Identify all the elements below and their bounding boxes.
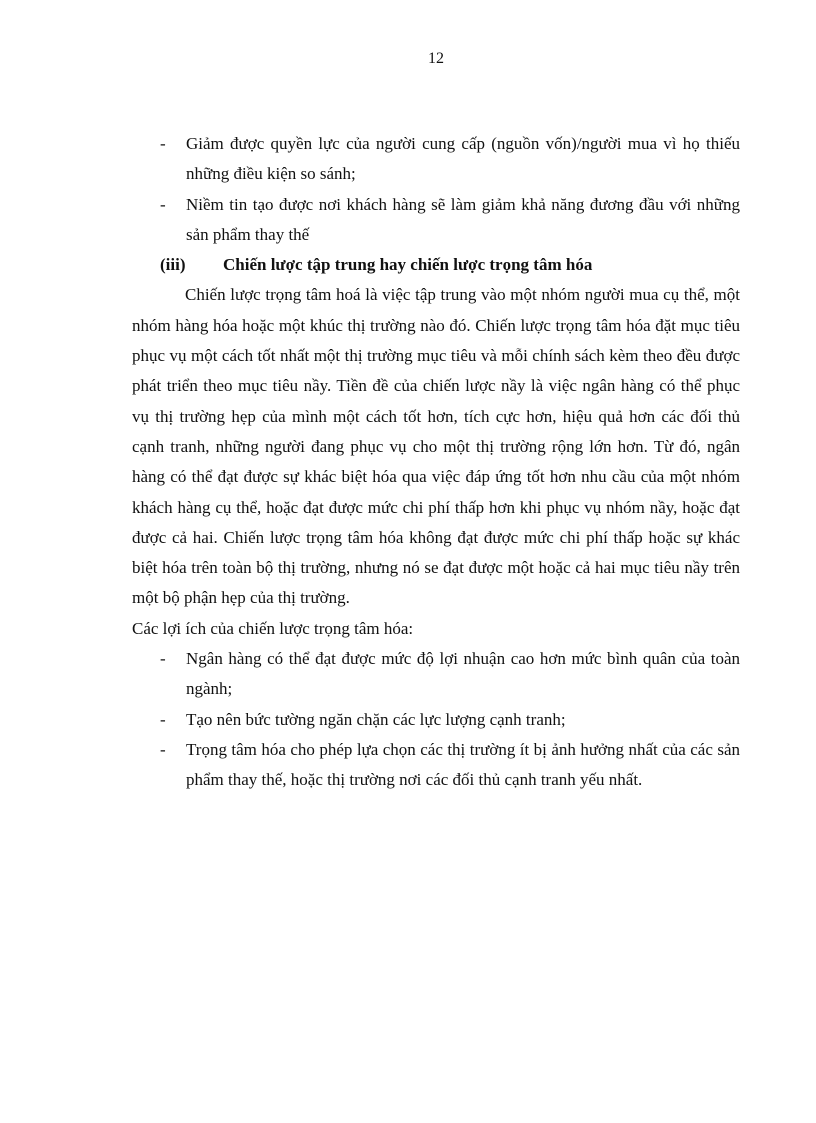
bullet-dash: - [160, 194, 166, 214]
list-item-text: Ngân hàng có thể đạt được mức độ lợi nhuận cao hơn mức bình quân của toàn ngành; [186, 649, 740, 699]
list-item-text: Giảm được quyền lực của người cung cấp (nguồn vốn)/người mua vì họ thiếu những điều kiện so sánh; [186, 134, 740, 184]
bullet-dash: - [160, 649, 166, 669]
list-item-text: Tạo nên bức tường ngăn chặn các lực lượng cạnh tranh; [186, 709, 566, 729]
benefits-intro: Các lợi ích của chiến lược trọng tâm hóa: [132, 618, 414, 638]
section-number: (iii) [160, 255, 186, 275]
bullet-dash: - [160, 709, 166, 729]
list-item [132, 705, 740, 735]
list-item-text: Trọng tâm hóa cho phép lựa chọn các thị trường ít bị ảnh hưởng nhất của các sản phẩm thay thế, hoặc thị trường nơi các đối thủ cạnh tranh yếu nhất. [186, 739, 740, 790]
page-number: 12 [428, 50, 444, 67]
bullet-dash: - [160, 134, 166, 153]
document-body [132, 129, 740, 796]
list-item-text: Niềm tin tạo được nơi khách hàng sẽ làm giảm khả năng đương đầu với những sản phẩm thay thế [186, 194, 740, 244]
section-heading [132, 250, 740, 280]
bullet-dash: - [160, 739, 166, 759]
list-item [132, 735, 740, 796]
section-title: Chiến lược tập trung hay chiến lược trọng tâm hóa [223, 255, 593, 275]
list-item [132, 644, 740, 705]
list-item [132, 190, 740, 251]
list-item [132, 129, 740, 190]
body-paragraph: Chiến lược trọng tâm hoá là việc tập trung vào một nhóm người mua cụ thể, một nhóm hàng hóa hoặc một khúc thị trường nào đó. Chiến lược trọng tâm hóa đặt mục tiêu phục vụ một cách tốt nhất một thị trường mục tiêu và mỗi chính sách kèm theo đều được phát triển theo mục tiêu nầy. Tiền đề của chiến lược nầy là việc ngân hàng có thể phục vụ thị trường hẹp của mình một cách tốt hơn, tích cực hơn, hiệu quả hơn các đối thủ cạnh tranh, những người đang phục vụ cho một thị trường rộng lớn hơn. Từ đó, ngân hàng có thể đạt được sự khác biệt hóa qua việc đáp ứng tốt hơn nhu cầu của một nhóm khách hàng cụ thể, hoặc đạt được mức chi phí thấp hơn khi phục vụ nhóm nầy, hoặc đạt được cả hai. Chiến lược trọng tâm hóa không đạt được mức chi phí thấp hoặc sự khác biệt hóa trên toàn bộ thị trường, nhưng nó se đạt được một hoặc cả hai mục tiêu nầy trên một bộ phận hẹp của thị trường. [132, 285, 740, 608]
